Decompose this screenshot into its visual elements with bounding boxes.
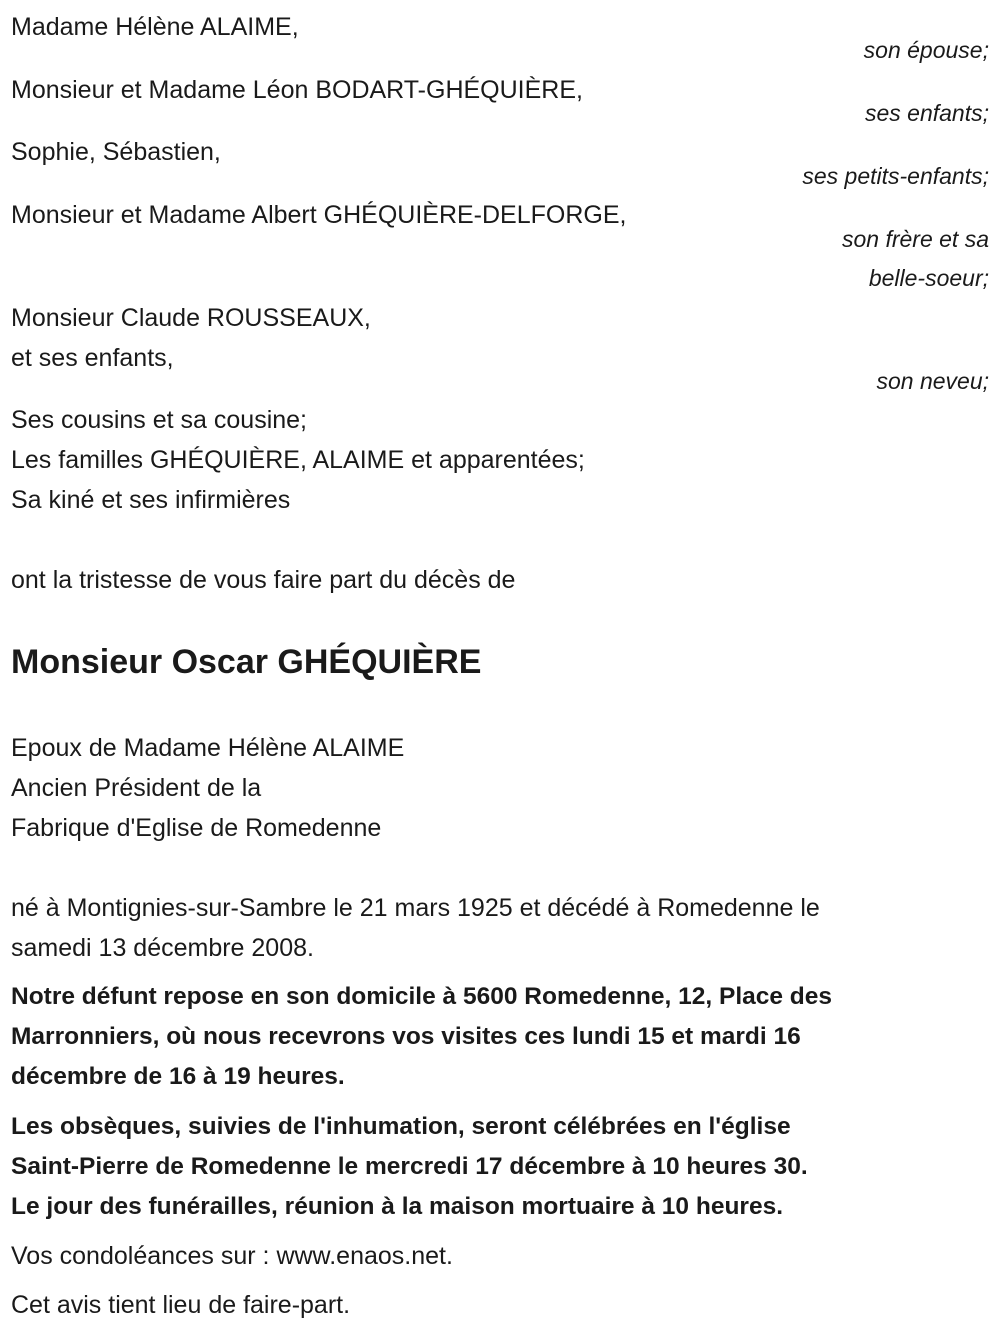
visitation-line: décembre de 16 à 19 heures. bbox=[11, 1063, 345, 1090]
family-relation: ses enfants; bbox=[864, 100, 989, 126]
family-name: Sophie, Sébastien, bbox=[11, 138, 221, 166]
family-name: Monsieur Claude ROUSSEAUX, bbox=[11, 304, 371, 332]
mourner-line: Les familles GHÉQUIÈRE, ALAIME et apparentées; bbox=[11, 446, 585, 474]
title-line: Epoux de Madame Hélène ALAIME bbox=[11, 734, 405, 762]
funeral-line: Les obsèques, suivies de l'inhumation, seront célébrées en l'église bbox=[11, 1113, 791, 1140]
family-relation: belle-soeur; bbox=[868, 265, 989, 291]
family-relation: son épouse; bbox=[863, 37, 989, 63]
birth-death-line: samedi 13 décembre 2008. bbox=[11, 934, 314, 962]
family-name: Madame Hélène ALAIME, bbox=[11, 13, 299, 41]
notice: Cet avis tient lieu de faire-part. bbox=[11, 1291, 351, 1319]
condolences: Vos condoléances sur : www.enaos.net. bbox=[11, 1242, 453, 1270]
mourner-line: Ses cousins et sa cousine; bbox=[11, 406, 307, 434]
title-line: Ancien Président de la bbox=[11, 774, 262, 802]
announcement: ont la tristesse de vous faire part du décès de bbox=[11, 566, 516, 594]
title-line: Fabrique d'Eglise de Romedenne bbox=[11, 814, 382, 842]
family-name: et ses enfants, bbox=[11, 344, 174, 372]
mourner-line: Sa kiné et ses infirmières bbox=[11, 486, 291, 514]
family-name: Monsieur et Madame Albert GHÉQUIÈRE-DELFORGE, bbox=[11, 201, 627, 229]
visitation-line: Notre défunt repose en son domicile à 5600 Romedenne, 12, Place des bbox=[11, 983, 833, 1010]
birth-death-line: né à Montignies-sur-Sambre le 21 mars 1925 et décédé à Romedenne le bbox=[11, 894, 820, 922]
family-relation: son frère et sa bbox=[841, 226, 989, 252]
family-name: Monsieur et Madame Léon BODART-GHÉQUIÈRE, bbox=[11, 76, 583, 104]
visitation-line: Marronniers, où nous recevrons vos visites ces lundi 15 et mardi 16 bbox=[11, 1023, 801, 1050]
funeral-line: Saint-Pierre de Romedenne le mercredi 17 décembre à 10 heures 30. bbox=[11, 1153, 808, 1180]
family-relation: son neveu; bbox=[876, 368, 989, 394]
family-relation: ses petits-enfants; bbox=[802, 163, 989, 189]
funeral-line: Le jour des funérailles, réunion à la maison mortuaire à 10 heures. bbox=[11, 1193, 784, 1220]
deceased-name: Monsieur Oscar GHÉQUIÈRE bbox=[11, 643, 482, 681]
